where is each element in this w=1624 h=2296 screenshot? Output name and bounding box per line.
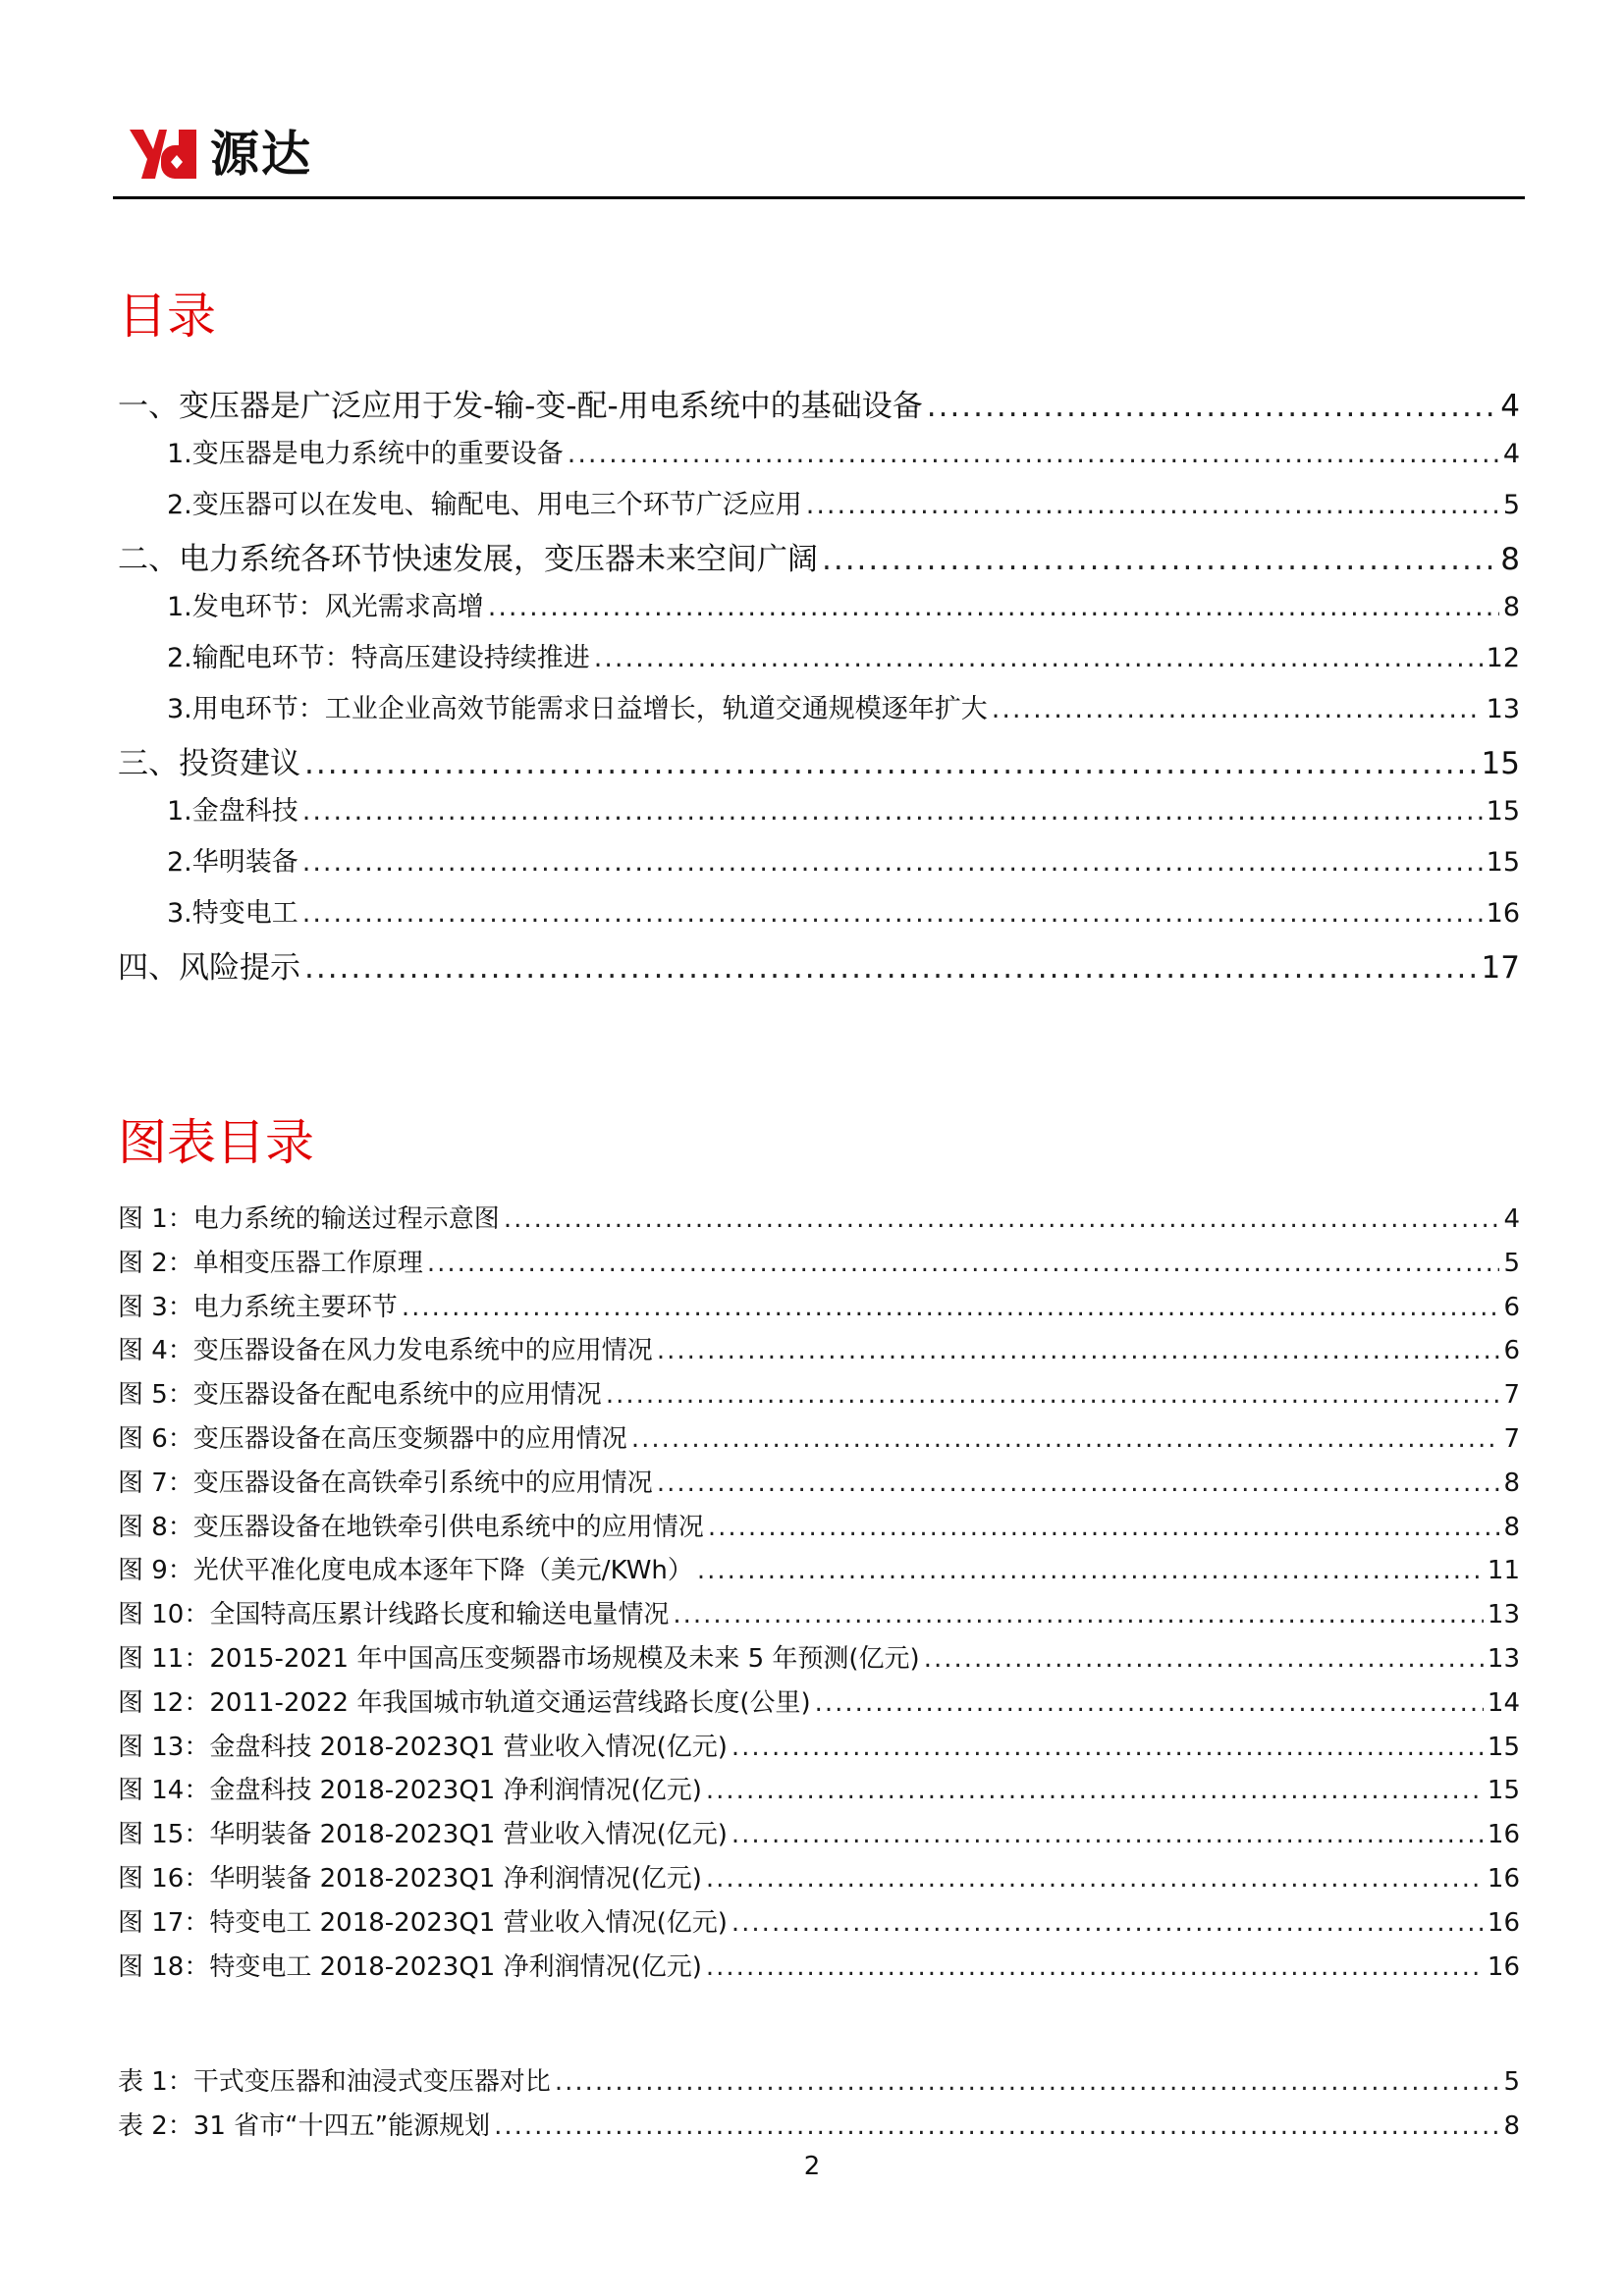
figure-entry[interactable] bbox=[118, 1243, 1520, 1279]
toc-section-entry[interactable] bbox=[167, 840, 1520, 879]
leader-dots bbox=[706, 1952, 1484, 1982]
entry-label: 图 6：变压器设备在高压变频器中的应用情况 bbox=[118, 1424, 627, 1454]
figure-entry[interactable] bbox=[118, 1463, 1520, 1499]
entry-label: 图 1：电力系统的输送过程示意图 bbox=[118, 1204, 500, 1234]
entry-label: 图 3：电力系统主要环节 bbox=[118, 1292, 398, 1322]
figure-entry[interactable] bbox=[118, 1199, 1520, 1235]
entry-label: 2.华明装备 bbox=[167, 847, 298, 878]
entry-label: 一、变压器是广泛应用于发-输-变-配-用电系统中的基础设备 bbox=[118, 389, 923, 424]
entry-label: 2.输配电环节：特高压建设持续推进 bbox=[167, 643, 590, 673]
leader-dots bbox=[427, 1249, 1500, 1278]
leader-dots bbox=[706, 1864, 1484, 1894]
entry-label: 2.变压器可以在发电、输配电、用电三个环节广泛应用 bbox=[167, 490, 802, 520]
entry-label: 表 1：干式变压器和油浸式变压器对比 bbox=[118, 2067, 551, 2097]
entry-page-number: 13 bbox=[1487, 1644, 1520, 1674]
leader-dots bbox=[731, 1733, 1484, 1762]
entry-page-number: 12 bbox=[1486, 643, 1520, 673]
entry-page-number: 16 bbox=[1486, 898, 1520, 929]
leader-dots bbox=[488, 592, 1499, 622]
toc-chapter-entry[interactable] bbox=[118, 738, 1520, 782]
figure-entry[interactable] bbox=[118, 1682, 1520, 1719]
entry-page-number: 15 bbox=[1487, 1776, 1520, 1806]
entry-label: 图 12：2011-2022 年我国城市轨道交通运营线路长度(公里) bbox=[118, 1687, 811, 1718]
entry-page-number: 16 bbox=[1487, 1907, 1520, 1938]
entry-label: 图 15：华明装备 2018-2023Q1 营业收入情况(亿元) bbox=[118, 1820, 728, 1850]
figure-entry[interactable] bbox=[118, 1287, 1520, 1323]
leader-dots bbox=[402, 1293, 1500, 1322]
page-number: 2 bbox=[803, 2152, 821, 2181]
leader-dots bbox=[657, 1336, 1500, 1365]
entry-page-number: 15 bbox=[1487, 1732, 1520, 1762]
figures-title: 图表目录 bbox=[118, 1114, 314, 1171]
entry-page-number: 5 bbox=[1503, 1248, 1520, 1278]
entry-label: 1.发电环节：风光需求高增 bbox=[167, 592, 484, 622]
entry-label: 3.特变电工 bbox=[167, 898, 298, 929]
entry-page-number: 6 bbox=[1503, 1292, 1520, 1322]
entry-page-number: 5 bbox=[1502, 490, 1520, 520]
entry-page-number: 4 bbox=[1503, 1204, 1520, 1234]
figure-entry[interactable] bbox=[118, 1374, 1520, 1411]
entry-label: 图 2：单相变压器工作原理 bbox=[118, 1248, 423, 1278]
leader-dots bbox=[927, 389, 1497, 424]
brand-name: 源达 bbox=[210, 126, 312, 183]
leader-dots bbox=[657, 1468, 1500, 1498]
logo bbox=[130, 126, 312, 183]
leader-dots bbox=[302, 796, 1483, 827]
entry-label: 图 7：变压器设备在高铁牵引系统中的应用情况 bbox=[118, 1468, 653, 1498]
entry-page-number: 14 bbox=[1487, 1687, 1520, 1718]
toc-chapter-entry[interactable] bbox=[118, 942, 1520, 987]
entry-label: 图 16：华明装备 2018-2023Q1 净利润情况(亿元) bbox=[118, 1864, 702, 1894]
figure-entry[interactable] bbox=[118, 1330, 1520, 1366]
entry-page-number: 7 bbox=[1503, 1424, 1520, 1454]
entry-label: 图 4：变压器设备在风力发电系统中的应用情况 bbox=[118, 1336, 653, 1366]
figure-entry[interactable] bbox=[118, 1858, 1520, 1895]
entry-label: 三、投资建议 bbox=[118, 746, 300, 781]
entry-page-number: 7 bbox=[1503, 1380, 1520, 1411]
entry-page-number: 13 bbox=[1487, 1600, 1520, 1630]
leader-dots bbox=[304, 746, 1478, 781]
leader-dots bbox=[697, 1556, 1484, 1585]
entry-label: 表 2：31 省市“十四五”能源规划 bbox=[118, 2110, 491, 2141]
entry-page-number: 16 bbox=[1487, 1864, 1520, 1894]
leader-dots bbox=[731, 1820, 1484, 1849]
figure-entry[interactable] bbox=[118, 1947, 1520, 1983]
entry-label: 图 17：特变电工 2018-2023Q1 营业收入情况(亿元) bbox=[118, 1907, 728, 1938]
leader-dots bbox=[304, 950, 1478, 986]
toc-chapter-entry[interactable] bbox=[118, 381, 1520, 425]
entry-page-number: 17 bbox=[1481, 950, 1520, 986]
leader-dots bbox=[924, 1644, 1484, 1674]
leader-dots bbox=[673, 1600, 1484, 1629]
toc-chapter-entry[interactable] bbox=[118, 534, 1520, 578]
leader-dots bbox=[992, 694, 1483, 724]
figure-entry[interactable] bbox=[118, 1418, 1520, 1455]
figure-entry[interactable] bbox=[118, 1550, 1520, 1586]
entry-label: 图 5：变压器设备在配电系统中的应用情况 bbox=[118, 1380, 602, 1411]
logo-yd-icon bbox=[130, 130, 198, 179]
entry-label: 图 11：2015-2021 年中国高压变频器市场规模及未来 5 年预测(亿元) bbox=[118, 1644, 920, 1674]
toc-section-entry[interactable] bbox=[167, 483, 1520, 521]
entry-page-number: 4 bbox=[1502, 439, 1520, 469]
entry-label: 1.变压器是电力系统中的重要设备 bbox=[167, 439, 564, 469]
figure-entry[interactable] bbox=[118, 1594, 1520, 1630]
leader-dots bbox=[822, 542, 1496, 577]
entry-label: 图 13：金盘科技 2018-2023Q1 营业收入情况(亿元) bbox=[118, 1732, 728, 1762]
leader-dots bbox=[504, 1204, 1500, 1234]
entry-label: 二、电力系统各环节快速发展，变压器未来空间广阔 bbox=[118, 542, 818, 577]
entry-label: 图 10：全国特高压累计线路长度和输送电量情况 bbox=[118, 1600, 670, 1630]
toc-section-entry[interactable] bbox=[167, 432, 1520, 470]
leader-dots bbox=[731, 1908, 1484, 1938]
entry-page-number: 8 bbox=[1503, 2110, 1520, 2141]
toc-section-entry[interactable] bbox=[167, 789, 1520, 828]
table-entry[interactable] bbox=[118, 2106, 1520, 2142]
toc-title: 目录 bbox=[118, 288, 216, 345]
leader-dots bbox=[302, 847, 1483, 878]
figure-entry[interactable] bbox=[118, 1770, 1520, 1806]
table-entry[interactable] bbox=[118, 2061, 1520, 2098]
entry-label: 图 8：变压器设备在地铁牵引供电系统中的应用情况 bbox=[118, 1512, 704, 1542]
leader-dots bbox=[631, 1424, 1500, 1454]
entry-page-number: 15 bbox=[1486, 847, 1520, 878]
entry-page-number: 15 bbox=[1486, 796, 1520, 827]
leader-dots bbox=[806, 490, 1499, 520]
toc-section-entry[interactable] bbox=[167, 585, 1520, 623]
entry-label: 图 9：光伏平准化度电成本逐年下降（美元/KWh） bbox=[118, 1556, 693, 1586]
entry-label: 1.金盘科技 bbox=[167, 796, 298, 827]
entry-page-number: 11 bbox=[1487, 1556, 1520, 1586]
toc-section-entry[interactable] bbox=[167, 687, 1520, 725]
leader-dots bbox=[568, 439, 1499, 469]
leader-dots bbox=[494, 2111, 1499, 2141]
header-rule bbox=[113, 196, 1525, 199]
leader-dots bbox=[606, 1380, 1500, 1410]
leader-dots bbox=[555, 2067, 1500, 2097]
figure-entry[interactable] bbox=[118, 1902, 1520, 1939]
leader-dots bbox=[706, 1776, 1484, 1805]
entry-page-number: 8 bbox=[1503, 1468, 1520, 1498]
entry-page-number: 5 bbox=[1503, 2067, 1520, 2097]
entry-page-number: 8 bbox=[1503, 1512, 1520, 1542]
entry-label: 图 14：金盘科技 2018-2023Q1 净利润情况(亿元) bbox=[118, 1776, 702, 1806]
entry-page-number: 8 bbox=[1500, 542, 1520, 577]
entry-label: 3.用电环节：工业企业高效节能需求日益增长，轨道交通规模逐年扩大 bbox=[167, 694, 988, 724]
toc-section-entry[interactable] bbox=[167, 891, 1520, 930]
entry-page-number: 4 bbox=[1500, 389, 1520, 424]
entry-page-number: 8 bbox=[1502, 592, 1520, 622]
entry-label: 图 18：特变电工 2018-2023Q1 净利润情况(亿元) bbox=[118, 1951, 702, 1982]
entry-page-number: 6 bbox=[1503, 1336, 1520, 1366]
entry-page-number: 16 bbox=[1487, 1951, 1520, 1982]
leader-dots bbox=[302, 898, 1483, 929]
leader-dots bbox=[594, 643, 1483, 673]
figure-entry[interactable] bbox=[118, 1638, 1520, 1675]
figure-entry[interactable] bbox=[118, 1507, 1520, 1543]
toc-section-entry[interactable] bbox=[167, 636, 1520, 674]
figure-entry[interactable] bbox=[118, 1727, 1520, 1763]
entry-page-number: 15 bbox=[1481, 746, 1520, 781]
entry-page-number: 13 bbox=[1486, 694, 1520, 724]
entry-label: 四、风险提示 bbox=[118, 950, 300, 986]
leader-dots bbox=[815, 1688, 1484, 1718]
figure-entry[interactable] bbox=[118, 1814, 1520, 1850]
entry-page-number: 16 bbox=[1487, 1820, 1520, 1850]
leader-dots bbox=[708, 1513, 1500, 1542]
